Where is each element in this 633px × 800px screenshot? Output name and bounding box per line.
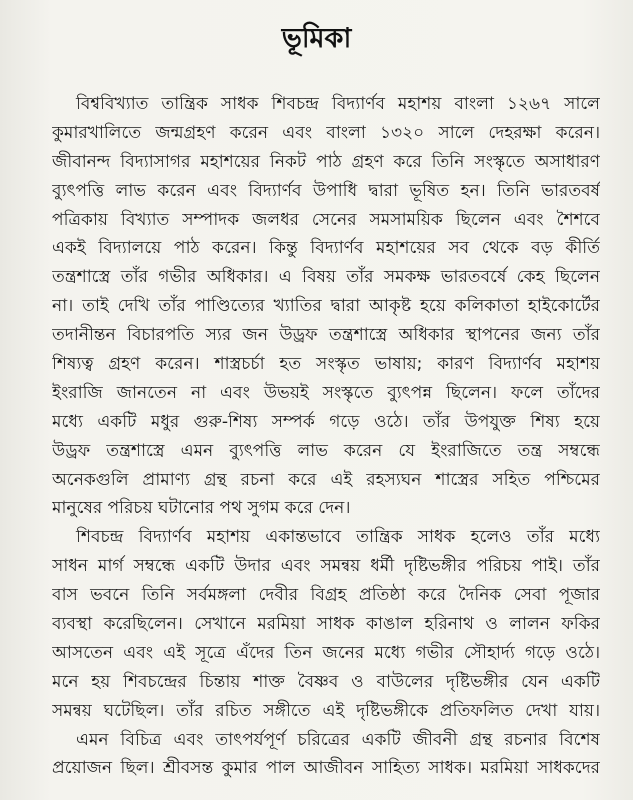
text-line: মধ্যে একটি মধুর গুরু-শিষ্য সম্পর্ক গড়ে ওঠে। তাঁর উপযুক্ত শিষ্য হয়ে — [52, 411, 600, 432]
text-line: একই বিদ্যালয়ে পাঠ করেন। কিন্তু বিদ্যার্ণব মহাশয়ের সব থেকে বড় কীর্তি — [52, 238, 600, 259]
text-line: শিষ্যত্ব গ্রহণ করেন। শাস্ত্রচর্চা হত সংস্কৃত ভাষায়; কারণ বিদ্যার্ণব মহাশয় — [52, 354, 600, 375]
text-line: না। তাই দেখি তাঁর পাণ্ডিত্যের খ্যাতির দ্বারা আকৃষ্ট হয়ে কলিকাতা হাইকোর্টের — [52, 296, 600, 317]
text-line: তন্ত্রশাস্ত্রে তাঁর গভীর অধিকার। এ বিষয় তাঁর সমকক্ষ ভারতবর্ষে কেহ ছিলেন — [52, 267, 600, 288]
text-line: ব্যুৎপত্তি লাভ করেন এবং বিদ্যার্ণব উপাধি দ্বারা ভূষিত হন। তিনি ভারতবর্ষ — [52, 180, 600, 201]
body-text — [52, 90, 600, 783]
page-title: ভূমিকা — [281, 23, 352, 54]
text-line: কুমারখালিতে জন্মগ্রহণ করেন এবং বাংলা ১৩২০ সালে দেহরক্ষা করেন। — [52, 122, 600, 143]
text-line: মনে হয় শিবচন্দ্রের চিন্তায় শাক্ত বৈষ্ণব ও বাউলের দৃষ্টিভঙ্গীর যেন একটি — [52, 671, 600, 692]
text-line: বিশ্ববিখ্যাত তান্ত্রিক সাধক শিবচন্দ্র বিদ্যার্ণব মহাশয় বাংলা ১২৬৭ সালে — [76, 94, 600, 114]
text-line: এমন বিচিত্র এবং তাৎপর্যপূর্ণ চরিত্রের একটি জীবনী গ্রন্থ রচনার বিশেষ — [76, 729, 600, 750]
text-line: শিবচন্দ্র বিদ্যার্ণব মহাশয় একান্তভাবে তান্ত্রিক সাধক হলেও তাঁর মধ্যে — [76, 527, 600, 548]
text-line: সাধন মার্গ সম্বন্ধে একটি উদার এবং সমন্বয় ধর্মী দৃষ্টিভঙ্গীর পরিচয় পাই। তাঁর — [52, 556, 600, 577]
text-line: অনেকগুলি প্রামাণ্য গ্রন্থ রচনা করে এই রহস্যঘন শাস্ত্রের সহিত পশ্চিমের — [52, 469, 600, 490]
text-line: বাস ভবনে তিনি সর্বমঙ্গলা দেবীর বিগ্রহ প্রতিষ্ঠা করে দৈনিক সেবা পূজার — [52, 585, 600, 606]
text-line: জীবানন্দ বিদ্যাসাগর মহাশয়ের নিকট পাঠ গ্রহণ করে তিনি সংস্কৃতে অসাধারণ — [52, 151, 600, 172]
text-line: পত্রিকায় বিখ্যাত সম্পাদক জলধর সেনের সমসাময়িক ছিলেন এবং শৈশবে — [52, 209, 600, 230]
text-line: ইংরাজি জানতেন না এবং উভয়ই সংস্কৃতে ব্যুৎপন্ন ছিলেন। ফলে তাঁদের — [52, 382, 600, 403]
text-line: আসতেন এবং এই সূত্রে এঁদের তিন জনের মধ্যে গভীর সৌহার্দ্য গড়ে ওঠে। — [52, 642, 600, 663]
text-line: মানুষের পরিচয় ঘটানোর পথ সুগম করে দেন। — [52, 498, 351, 519]
text-line: উড্রফ তন্ত্রশাস্ত্রে এমন ব্যুৎপত্তি লাভ করেন যে ইংরাজিতে তন্ত্র সম্বন্ধে — [52, 440, 600, 461]
text-line: সমন্বয় ঘটেছিল। তাঁর রচিত সঙ্গীতে এই দৃষ্টিভঙ্গীকে প্রতিফলিত দেখা যায়। — [52, 700, 600, 721]
text-line: ব্যবস্থা করেছিলেন। সেখানে মরমিয়া সাধক কাঙাল হরিনাথ ও লালন ফকির — [52, 614, 600, 635]
text-line: প্রয়োজন ছিল। শ্রীবসন্ত কুমার পাল আজীবন সাহিত্য সাধক। মরমিয়া সাধকদের — [52, 758, 600, 779]
text-line: তদানীন্তন বিচারপতি স্যর জন উড্রফ তন্ত্রশাস্ত্রে অধিকার স্থাপনের জন্য তাঁর — [52, 325, 600, 346]
